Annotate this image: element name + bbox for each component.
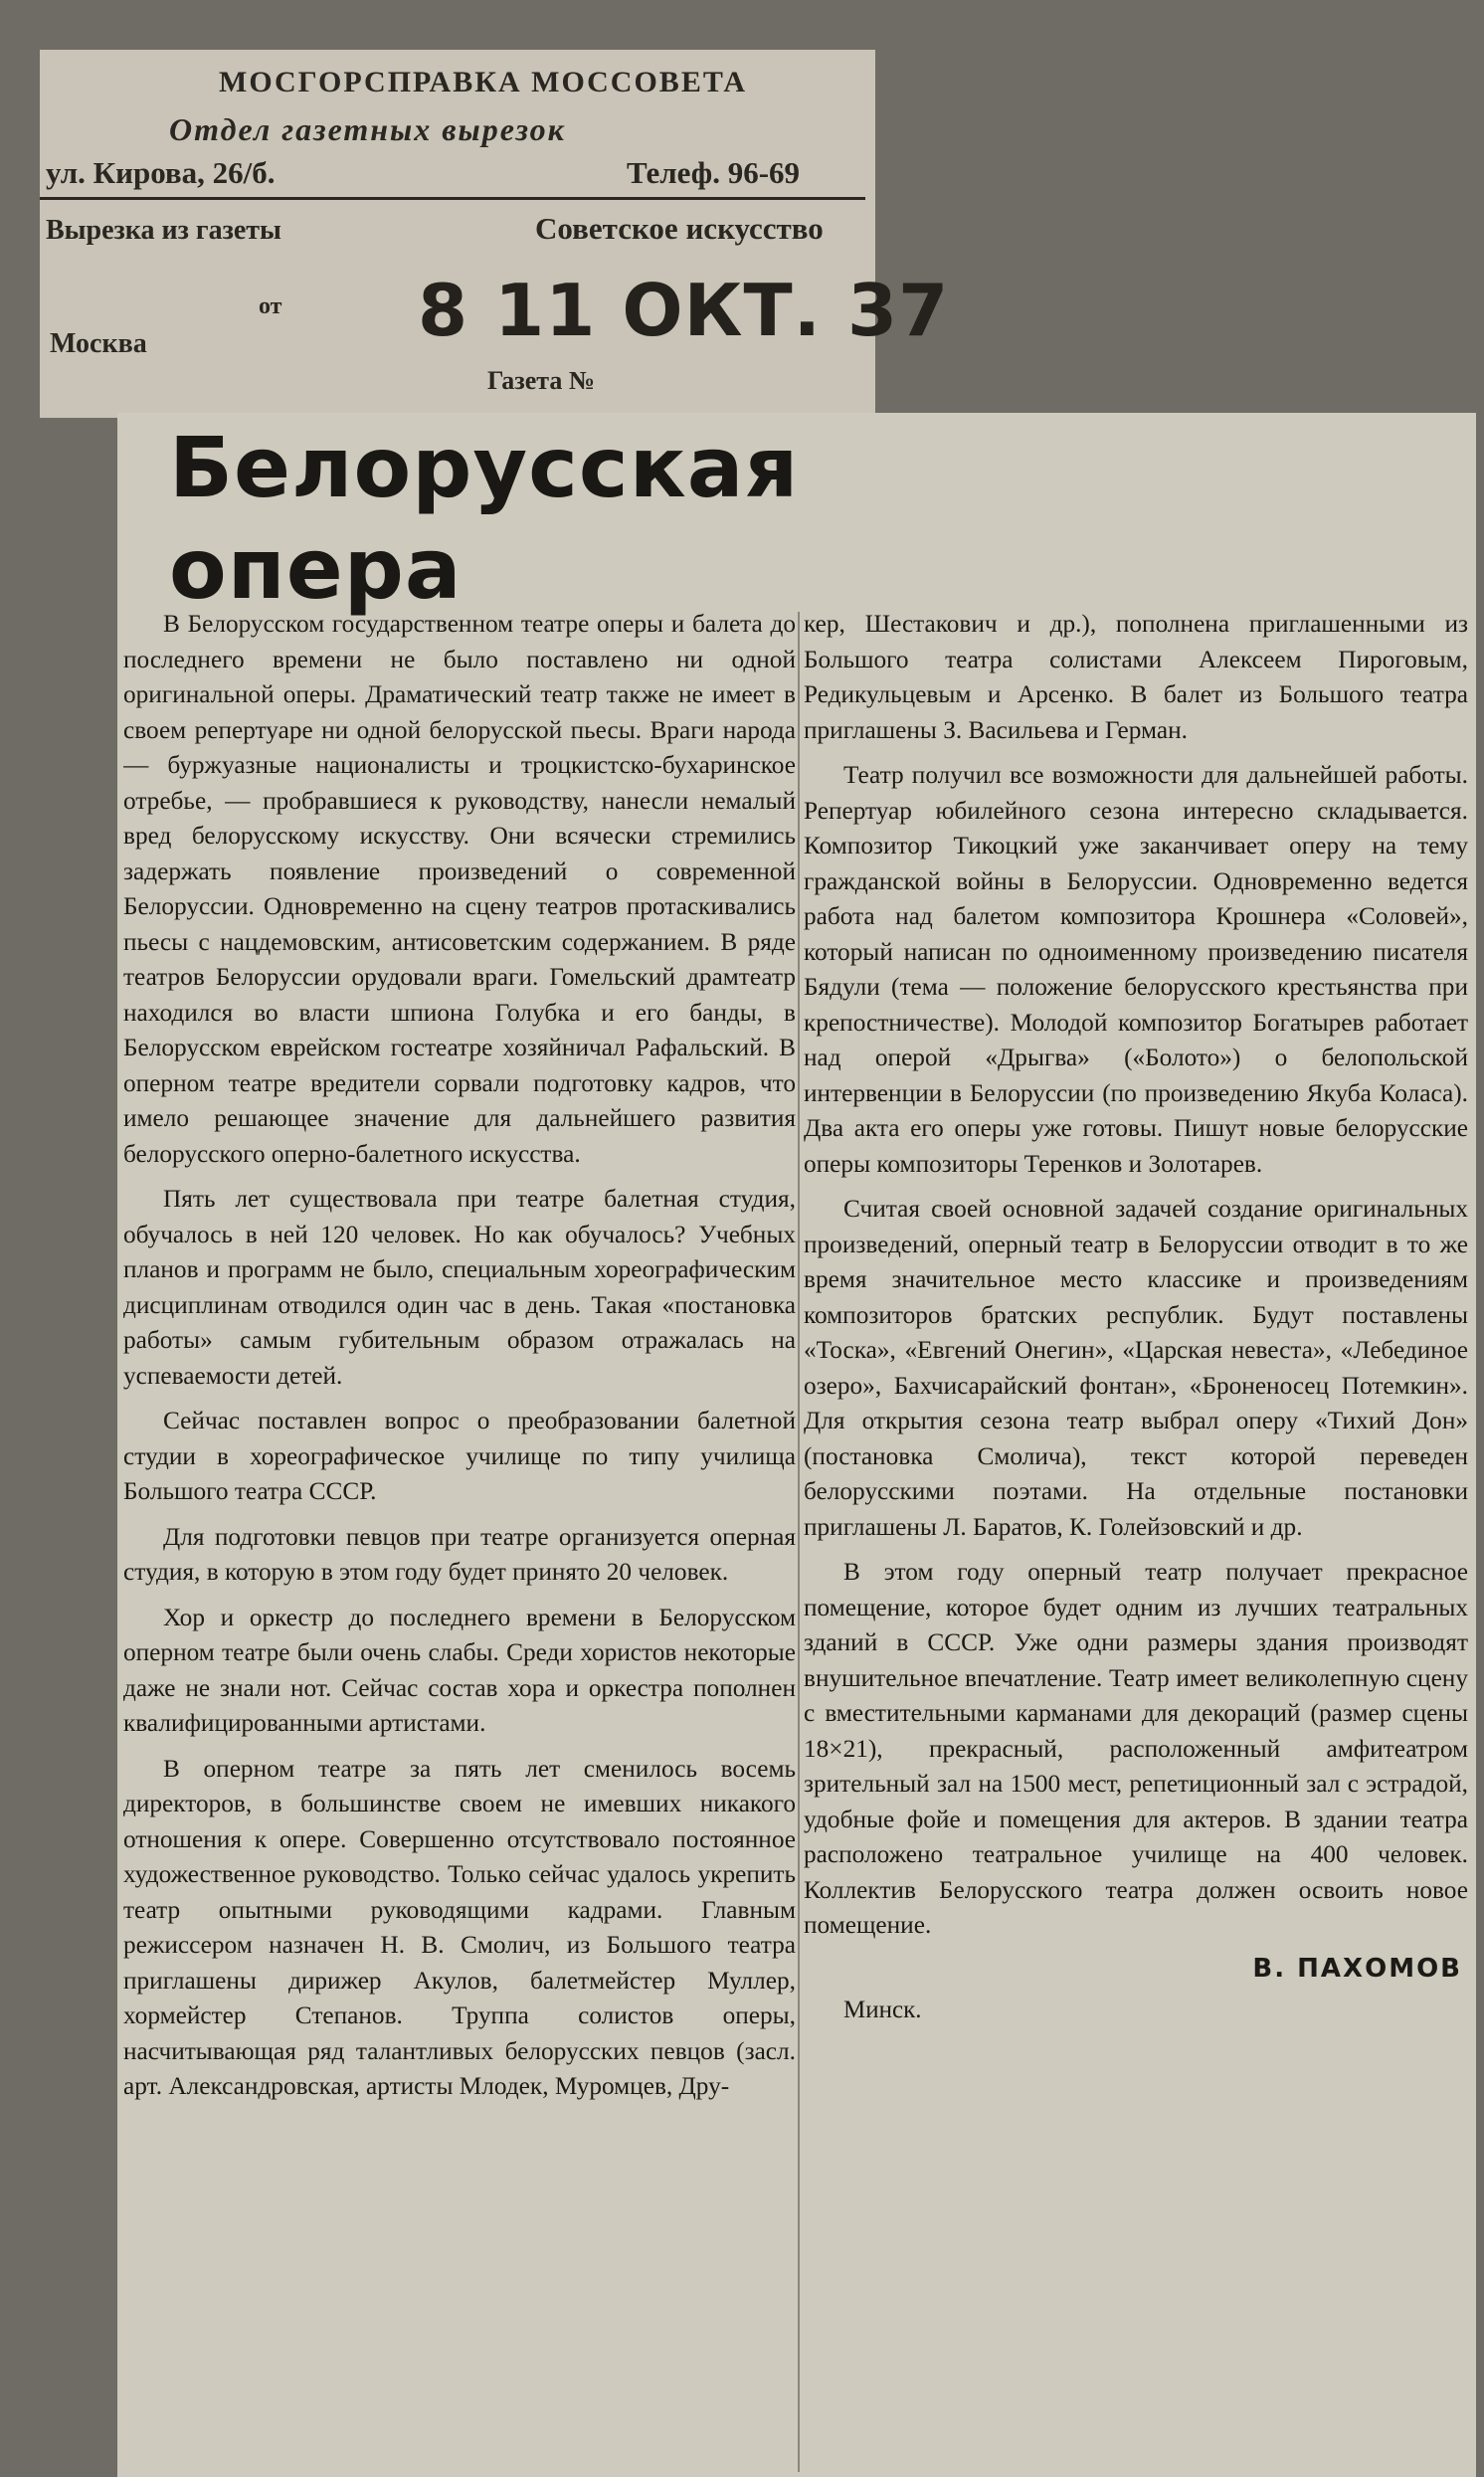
paragraph: Считая своей основной задачей создание оригинальных произведений, оперный театр в Белоруссии отводит в то же время значительное место классике и произведениям композиторов братских республик. Будут поставлены «Тоска», «Евгений Онегин», «Царская невеста», «Лебединое озеро», Бахчисарайский фонтан», «Броненосец Потемкин». Для открытия сезона театр выбрал оперу «Тихий Дон» (постановка Смолича), текст которой переведен белорусскими поэтами. На отдельные постановки приглашены Л. Баратов, К. Голейзовский и др. xyxy=(804,1195,1468,1541)
from-label: от xyxy=(259,293,282,319)
paragraph: Для подготовки певцов при театре организуется оперная студия, в которую в этом году будет принято 20 человек. xyxy=(123,1522,796,1586)
article-column-right xyxy=(804,607,1468,2477)
header-rule xyxy=(40,197,865,200)
bureau-name: МОСГОРСПРАВКА МОССОВЕТА xyxy=(219,66,748,98)
author-signature: В. ПАХОМОВ xyxy=(1252,1953,1462,1984)
gazette-number-label: Газета № xyxy=(487,366,595,395)
city-label: Москва xyxy=(50,328,147,359)
bureau-address: ул. Кирова, 26/б. xyxy=(46,155,276,190)
paragraph: В оперном театре за пять лет сменилось восемь директоров, в большинстве своем не имевших никакого отношения к опере. Совершенно отсутствовало постоянное художественное руководство. Только сейчас удалось укрепить театр опытными руководящими кадрами. Главным режиссером назначен Н. В. Смолич, из Большого театра приглашены дирижер Акулов, балетмейстер Муллер, хормейстер Степанов. Труппа солистов оперы, насчитывающая ряд талантливых белорусских певцов (засл. арт. Александровская, артисты Млодек, Муромцев, Дру- xyxy=(123,1754,796,2100)
headline-line-2: опера xyxy=(169,520,463,618)
newspaper-name: Советское искусство xyxy=(535,211,824,246)
headline-line-1: Белорусская xyxy=(169,419,800,516)
paragraph: Сейчас поставлен вопрос о преобразовании балетной студии в хореографическое училище по типу училища Большого театра СССР. xyxy=(123,1407,796,1505)
article-headline xyxy=(169,417,865,620)
paragraph: Театр получил все возможности для дальнейшей работы. Репертуар юбилейного сезона интересно складывается. Композитор Тикоцкий уже заканчивает оперу на тему гражданской войны в Белоруссии. Одновременно ведется работа над балетом композитора Крошнера «Соловей», который написан по одноименному произведению писателя Бядули (тема — положение белорусского крестьянства при крепостничестве). Молодой композитор Богатырев работает над оперой «Дрыгва» («Болото») о белопольской интервенции в Белоруссии (по произведению Якуба Коласа). Два акта его оперы уже готовы. Пишут новые белорусские оперы композиторы Теренков и Золотарев. xyxy=(804,761,1468,1178)
newspaper-clipping xyxy=(117,413,1476,2477)
paragraph: кер, Шестакович и др.), пополнена приглашенными из Большого театра солистами Алексеем Пироговым, Редикульцевым и Арсенко. В балет из Большого театра приглашены З. Васильева и Герман. xyxy=(804,610,1468,744)
paragraph: Пять лет существовала при театре балетная студия, обучалось в ней 120 человек. Но как обучалось? Учебных планов и программ не было, специальным хореографическим дисциплинам отводился один час в день. Такая «постановка работы» самым губительным образом отражалась на успеваемости детей. xyxy=(123,1185,796,1390)
dateline-city: Минск. xyxy=(843,1997,922,2023)
column-divider xyxy=(798,612,800,2472)
paragraph: В этом году оперный театр получает прекрасное помещение, которое будет одним из лучших театральных зданий в СССР. Уже одни размеры здания производят внушительное впечатление. Театр имеет великолепную сцену с вместительными карманами для декораций (размер сцены 18×21), прекрасный, расположенный амфитеатром зрительный зал на 1500 мест, репетиционный зал с эстрадой, удобные фойе и помещения для актеров. В здании театра расположено театральное училище на 400 человек. Коллектив Белорусского театра должен освоить новое помещение. xyxy=(804,1558,1468,1939)
clipping-bureau-header xyxy=(40,50,950,418)
paragraph: В Белорусском государственном театре оперы и балета до последнего времени не было поставлено ни одной оригинальной оперы. Драматический театр также не имеет в своем репертуаре ни одной белорусской пьесы. Враги народа — буржуазные националисты и троцкистско-бухаринское отребье, — пробравшиеся к руководству, нанесли немалый вред белорусскому искусству. Они всячески стремились задержать появление произведений о современной Белоруссии. Одновременно на сцену театров протаскивались пьесы с нацдемовским, антисоветским содержанием. В ряде театров Белоруссии орудовали враги. Гомельский драмтеатр находился во власти шпиона Голубка и его банды, в Белорусском еврейском гостеатре хозяйничал Рафальский. В оперном театре вредители сорвали подготовку кадров, что имело решающее значение для дальнейшего развития белорусского оперно-балетного искусства. xyxy=(123,610,796,1168)
paragraph: Хор и оркестр до последнего времени в Белорусском оперном театре были очень слабы. Среди хористов некоторые даже не знали нот. Сейчас состав хора и оркестра пополнен квалифицированными артистами. xyxy=(123,1603,796,1737)
date-stamp: 8 11 ОКТ. 37 xyxy=(418,269,950,352)
bureau-department: Отдел газетных вырезок xyxy=(169,111,566,147)
article-column-left xyxy=(123,607,796,2477)
bureau-phone: Телеф. 96-69 xyxy=(627,155,801,190)
cutting-label: Вырезка из газеты xyxy=(46,215,281,246)
